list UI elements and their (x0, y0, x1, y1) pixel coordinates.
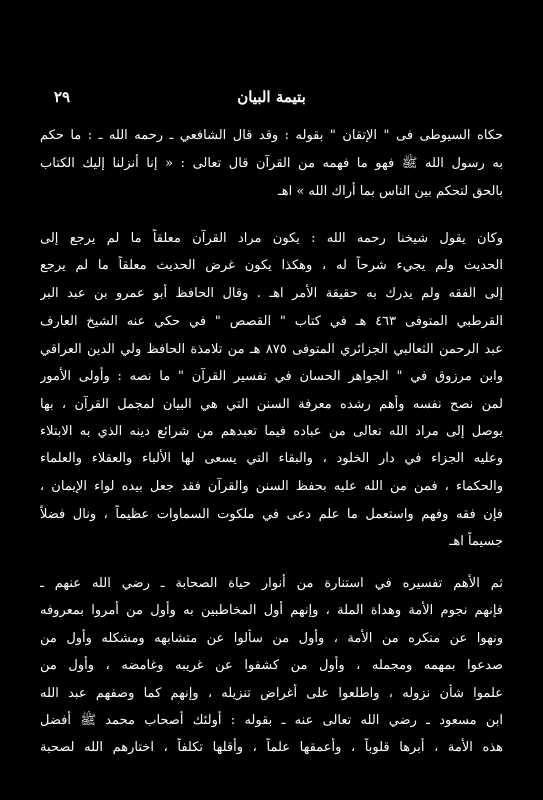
text-line: وابن مرزوق في " الجواهر الحسان في تفسير القرآن " ما نصه : وأولى الأمور (40, 369, 503, 384)
text-line: الحديث ولم يجيء شرحاً له ، وهكذا يكون غرض الحديث معلقاً ما لم يرجع (40, 258, 503, 273)
text-line: فإنهم نجوم الأمة وهداة الملة ، وإنهم أول المخاطبين به وأول من أمروا بمعروفه (40, 603, 503, 618)
text-line: ثم الأهم تفسيره في استنارة من أنوار حياة الصحابة ـ رضي الله عنهم ـ (40, 576, 503, 591)
text-line: القرطبي المتوفى ٤٦٣ هـ في كتاب " القصص " في حكي عنه الشيخ العارف (40, 314, 503, 329)
running-title: بتيمة البيان (237, 88, 306, 106)
text-line: بالحق لتحكم بين الناس بما أراك الله » اهـ (277, 184, 503, 199)
text-line: ونهوا عن منكره من الأمة ، وأول من سألوا عن متشابهه ومشكله وأول من (40, 631, 503, 646)
text-line: وكان يقول شيخنا رحمه الله : يكون مراد القرآن معلقاً ما لم يرجع إلى (40, 231, 503, 246)
text-line: جسيماً اهـ (449, 534, 503, 549)
text-line: علموا شأن نزوله ، واطلعوا على أغراض تنزيله ، وإنهم كما وصفهم عبد الله (40, 686, 503, 701)
text-line: عبد الرحمن الثعالبي الجزائري المتوفى ٨٧٥ هـ من تلامذة الحافظ ولي الدين العراقي (40, 342, 503, 357)
page-number: ٢٩ (54, 88, 71, 106)
text-line: والحكماء ، فمن من الله عليه بحفظ السنن والقرآن فقد جعل بيده لواء الإيمان ، (40, 479, 503, 494)
text-line: يوصل إلى مراد الله تعالى من عباده فيما تعبدهم من شرائع دينه الذي به الابتلاء (40, 424, 503, 439)
text-line: هذه الأمة ، أبرها قلوباً ، وأعمقها علماً ، وأقلها تكلفاً ، اختارهم الله لصحبة (40, 740, 503, 755)
text-line: حكاه السيوطى فى " الإتقان " بقوله : وقد قال الشافعي ـ رحمه الله ـ : ما حكم (40, 128, 503, 143)
text-line: به رسول الله ﷺ فهو ما فهمه من القرآن قال تعالى : « إنا أنزلنا إليك الكتاب (40, 156, 503, 171)
text-line: صدعوا بمهمه ومجمله ، وأول من كشفوا عن غريبه وغامضه ، وأول من (40, 658, 503, 673)
text-line: لمن نصح نفسه وأهم رشده معرفة السنن التي هي البيان لمجمل القرآن ، بها (40, 397, 503, 412)
text-line: ابن مسعود ـ رضي الله تعالى عنه ـ بقوله : أولئك أصحاب محمد ﷺ أفضل (40, 713, 503, 728)
text-line: فإن فقه وفهم واستعمل ما علم دعى في ملكوت السماوات عظيماً ، ونال فضلاً (40, 507, 503, 522)
text-line: وعليه الجزاء في دار الخلود ، والبقاء التي يسعى لها الألباء والعقلاء والعلماء (40, 451, 503, 466)
page-header (40, 88, 503, 114)
text-line: إلى الفقه ولم يدرك به حقيقة الأمر اهـ . وقال الحافظ أبو عمرو بن عبد البر (40, 286, 503, 301)
